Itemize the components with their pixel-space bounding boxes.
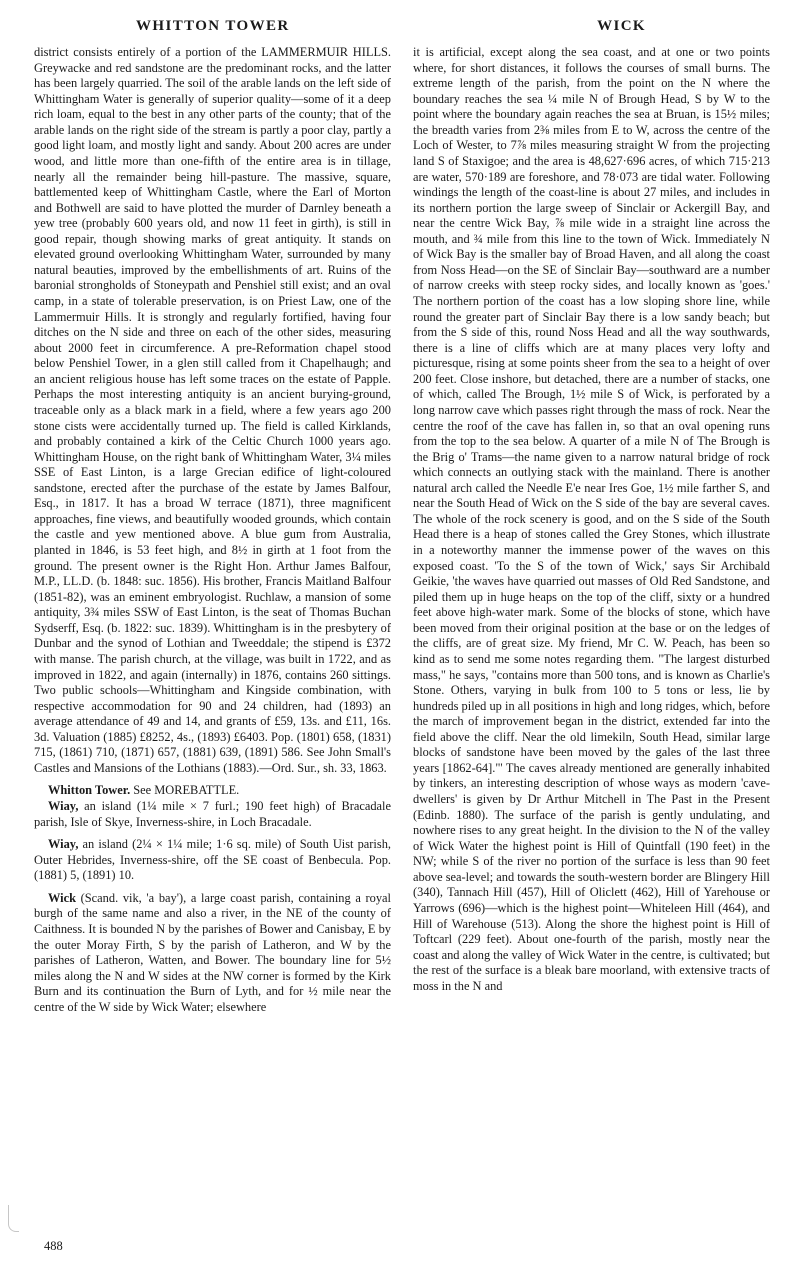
page-edge-mark (8, 1205, 19, 1232)
entry-body: an island (2¼ × 1¼ mile; 1·6 sq. mile) of South Uist parish, Outer Hebrides, Inverness-shire, off the SE coast of Benbecula. Pop. (1881) 5, (1891) 10. (34, 837, 391, 883)
running-head-left: WHITTON TOWER (136, 18, 290, 34)
entry-wick (34, 891, 391, 1016)
paragraph-spacer (34, 830, 391, 837)
entry-body: an island (1¼ mile × 7 furl.; 190 feet high) of Bracadale parish, Isle of Skye, Inverness-shire, in Loch Bracadale. (34, 799, 391, 829)
entry-headword: Wiay, (48, 837, 79, 852)
page-number: 488 (44, 1239, 63, 1253)
paragraph-spacer (34, 884, 391, 891)
entry-headword: Wick (48, 890, 76, 905)
left-column (34, 45, 391, 1015)
paragraph-whittingham: district consists entirely of a portion of the LAMMERMUIR HILLS. Greywacke and red sandstone are the predominant rocks, and the latter has been largely quarried. The soil of the arable lands on the left side of Whittingham Water is generally of superior quality—some of it a deep rich loam, equal to the best in any other parts of the county; that of the arable lands on the right side of the stream is partly a poor clay, partly a good light loam, and mostly light and sandy. About 200 acres are under wood, and little more than one-fifth of the entire area is in tillage, nearly all the remainder being hill-pasture. The massive, square, battlemented keep of Whittingham Castle, where the Earl of Morton and Bothwell are said to have plotted the murder of Darnley beneath a yew tree (probably 600 years old, and now 11 feet in girth), is still in good repair, though showing marks of great antiquity. It stands on elevated ground overlooking Whittingham Water, surrounded by many natural beauties, improved by the embellishments of art. Ruins of the baronial strongholds of Stoneypath and Penshiel still exist; and an oval camp, in a state of tolerable preservation, is on Priest Law, one of the Lammermuir Hills. It is strongly and regularly fortified, having four ditches on the N side and three on each of the other sides, measuring about 2000 feet in circumference. A pre-Reformation chapel stood below Penshiel Tower, in a glen still called from it Chapelhaugh; and an ancient religious house has left some traces on the estate of Papple. Perhaps the most interesting antiquity is an ancient burying-ground, traceable only as a black mark in a field, where a few years ago 200 stone cists were accidentally turned up. The field is called Kirklands, and probably contained a kirk of the Celtic Church 1000 years ago. Whittingham House, on the right bank of Whittingham Water, 3¼ miles SSE of East Linton, is a large Grecian edifice of light-coloured sandstone, erected after the purchase of the estate by James Balfour, Esq., in 1817. It has a broad W terrace (1871), three magnificent approaches, fine views, and beautifully wooded grounds, which contain the castle and yew mentioned above. A blue gum from Australia, planted in 1846, is 53 feet high, and 8½ in girth at 1 foot from the ground. The present owner is the Right Hon. Arthur James Balfour, M.P., LL.D. (b. 1848: suc. 1856). His brother, Francis Maitland Balfour (1851-82), was an eminent embryologist. Ruchlaw, a mansion of some antiquity, 3¾ miles SSW of East Linton, is the seat of Thomas Buchan Sydserff, Esq. (b. 1822: suc. 1839). Whittingham is in the presbytery of Dunbar and the synod of Lothian and Tweeddale; the stipend is £372 with manse. The parish church, at the village, was built in 1722, and as improved in 1822, and again (internally) in 1876, contains 260 sittings. Two public schools—Whittingham and Kingside combination, with respective accommodation for 90 and 24 children, had (1893) an average attendance of 49 and 14, and grants of £59, 13s. and £11, 16s. 3d. Valuation (1885) £8252, 4s., (1893) £6403. Pop. (1801) 658, (1831) 715, (1861) 710, (1871) 657, (1881) 639, (1891) 586. See John Small's Castles and Mansions of the Lothians (1883).—Ord. Sur., sh. 33, 1863. (34, 45, 391, 775)
running-head (34, 18, 770, 35)
right-column (413, 45, 770, 994)
entry-wiay-uist (34, 837, 391, 884)
entry-whitton-tower (34, 783, 391, 799)
paragraph-spacer (34, 776, 391, 783)
entry-body: See MOREBATTLE. (130, 783, 240, 798)
paragraph-wick-continued: it is artificial, except along the sea coast, and at one or two points where, for short distances, it follows the courses of small burns. The extreme length of the parish, from the point on the N where the boundary reaches the sea ¼ mile N of Brough Head, S by W to the point where the boundary again reaches the sea at Bruan, is 15½ miles; the breadth varies from 2⅜ miles from E to W, across the centre of the Loch of Wester, to 7⅞ miles measuring straight W from the projecting land S of Staxigoe; and the area is 48,627·696 acres, of which 715·213 are water, 570·189 are foreshore, and 78·073 are tidal water. Following windings the length of the coast-line is about 27 miles, and includes in its northern portion the large sweep of Sinclair or Ackergill Bay, and near the centre Wick Bay, ⅞ mile wide in a straight line across the mouth, and ¾ mile from this line to the town of Wick. Immediately N of Wick Bay is the smaller bay of Broad Haven, and all along the coast from Noss Head—on the SE of Sinclair Bay—southward are a number of narrow creeks with steep rocky sides, and locally known as 'goes.' The northern portion of the coast has a low sloping shore line, while round the greater part of Sinclair Bay there is a low sandy beach; but from the S side of this, round Noss Head and all the way southwards, there is a line of cliffs which are at many places very lofty and picturesque, rising at some points sheer from the sea to a height of over 200 feet. Close inshore, but detached, there are a number of stacks, one of which, called The Brough, 1½ mile S of Wick, is perforated by a long narrow cave which passes right through the mass of rock. Near the centre the roof of the cave has fallen in, so that an oval opening runs from the top to the sea below. A quarter of a mile N of The Brough is the Brig o' Trams—the name given to a narrow natural bridge of rock which connects an outlying stack with the mainland. There is another natural arch called the Needle E'e near Ires Goe, 1½ mile farther S, and near the South Head of Wick on the S side of the bay are several caves. The whole of the rock scenery is good, and on the S side of the South Head there is a heap of stones called the Grey Stones, which illustrate in a noteworthy manner the immense power of the waves on this exposed coast. 'To the S of the town of Wick,' says Sir Archibald Geikie, 'the waves have quarried out masses of Old Red Sandstone, and piled them up in huge heaps on the top of the cliff, sixty or a hundred feet above high-water mark. Some of the blocks of stone, which have been moved from their original position at the base or on the ledges of the cliffs, are of great size. My friend, Mr C. W. Peach, has been so kind as to send me some notes regarding them. "The largest disturbed mass," he says, "contains more than 500 tons, and is known as Charlie's Stone. Others, varying in bulk from 100 to 5 tons or less, lie by hundreds piled up in all positions in high and long ridges, which, before the march of improvement began in the district, extended far into the field above the cliff. Near the old limekiln, South Head, similar large blocks of sandstone have been moved by the gales of the last three years [1862-64]."' The caves already mentioned are generally inhabited by tinkers, an interesting description of whose ways as modern 'cave-dwellers' is given by Dr Arthur Mitchell in The Past in the Present (Edinb. 1880). The surface of the parish is gently undulating, and nowhere rises to any great height. In the division to the N of the valley of Wick Water the highest point is Hill of Quintfall (190 feet) in the NW; while S of the river no portion of the surface is less than 90 feet above sea-level; and towards the south-western border are Blingery Hill (340), Tannach Hill (457), Hill of Oliclett (462), Hill of Yarehouse or Yarrows (696)—which is the highest point—Whiteleen Hill (464), and Hill of Warehouse (513). Along the shore the highest point is Hill of Toftcarl (229 feet). About one-fourth of the parish, mostly near the coast and along the valley of Wick Water in the centre, is cultivated; but the rest of the surface is a bleak bare moorland, with extensive tracts of moss in the N and (413, 45, 770, 993)
column-container (34, 45, 770, 1015)
running-head-right: WICK (597, 18, 646, 34)
entry-headword: Whitton Tower. (48, 783, 131, 798)
entry-headword: Wiay, (48, 799, 79, 813)
entry-wiay-skye (34, 799, 391, 830)
entry-body: (Scand. vik, 'a bay'), a large coast parish, containing a royal burgh of the same name and also a river, in the NE of the county of Caithness. It is bounded N by the parishes of Bower and Canisbay, E by the outer Moray Firth, S by the parish of Latheron, and W by the parishes of Latheron, Watten, and Bower. The boundary line for 5½ miles along the N and W sides at the NW corner is formed by the Kirk Burn and its continuation the Burn of Lyth, and for ½ mile near the centre of the W side by Wick Water; elsewhere (34, 890, 391, 1014)
